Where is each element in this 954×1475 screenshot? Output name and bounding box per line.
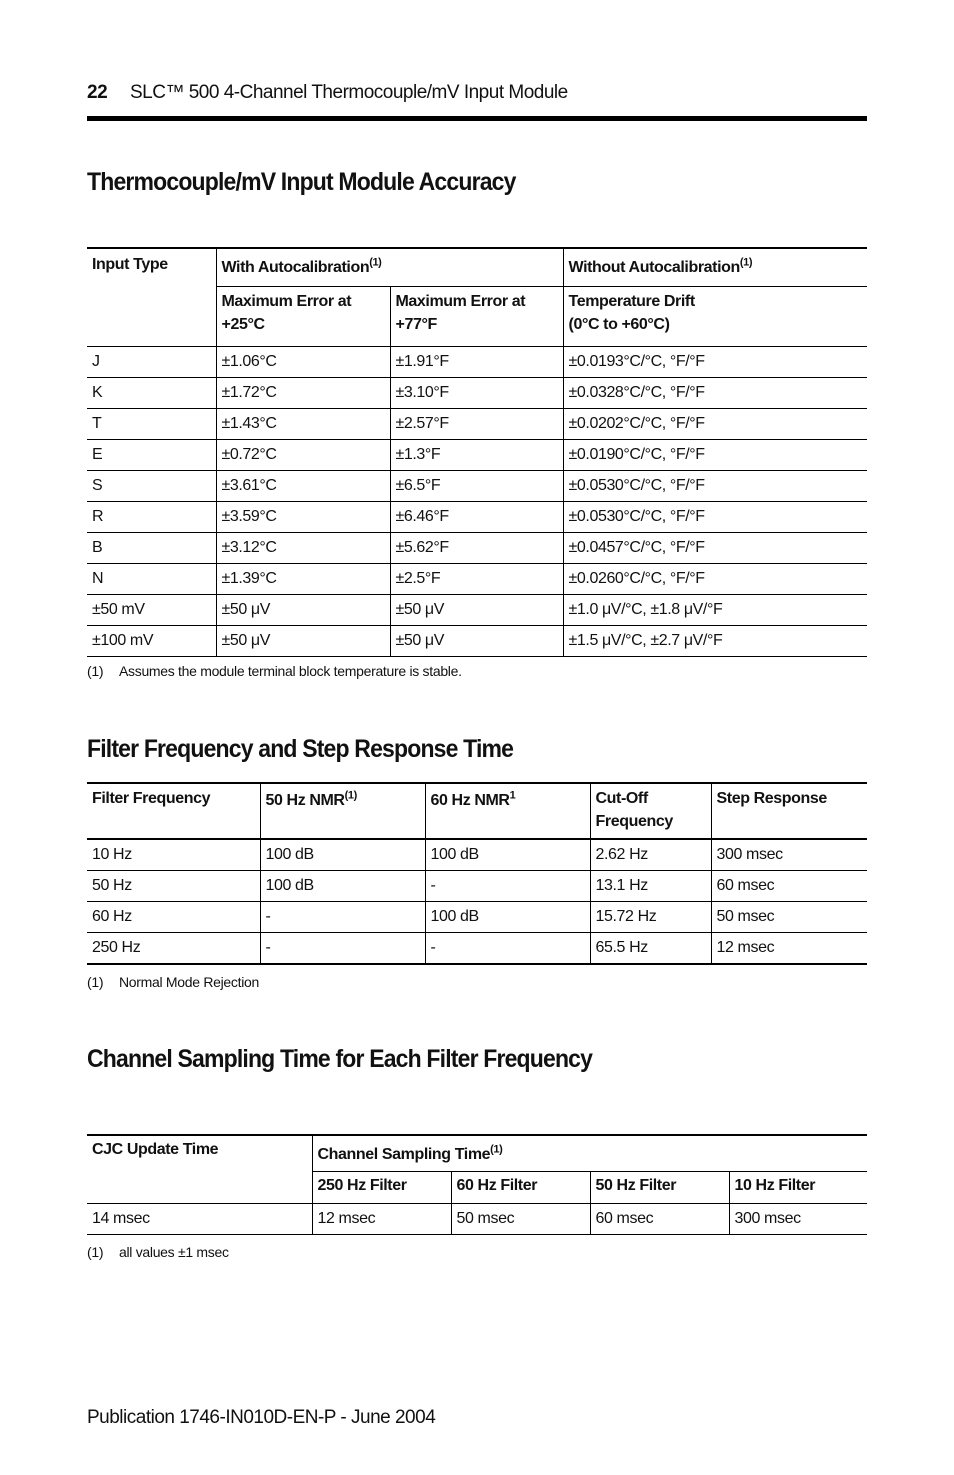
table-cell: ±0.0202°C/°C, °F/°F (563, 409, 867, 440)
table-cell: 13.1 Hz (590, 871, 711, 902)
table-cell: ±3.61°C (216, 471, 390, 502)
filter-section-title: Filter Frequency and Step Response Time (87, 735, 514, 763)
table-cell: T (92, 415, 102, 432)
header-temp-drift: Temperature Drift (0°C to +60°C) (563, 287, 867, 347)
header-channel-sampling-time: Channel Sampling Time$^{(1)}$ (312, 1135, 867, 1172)
table-cell: ±3.12°C (216, 533, 390, 564)
table-cell: 50 msec (711, 902, 867, 933)
header-max-error-25: Maximum Error at +25°C (216, 287, 390, 347)
table-cell: ±1.39°C (216, 564, 390, 595)
header-60hz-filter: 60 Hz Filter (451, 1172, 590, 1204)
header-rule (87, 116, 867, 121)
header-input-type: Input Type (92, 256, 168, 273)
table-cell: ±50 μV (390, 595, 563, 626)
table-cell: ±50 μV (390, 626, 563, 657)
table-cell: - (260, 933, 425, 965)
table-cell: ±50 mV (92, 601, 145, 618)
table-cell: 100 dB (425, 839, 590, 871)
table-row (87, 533, 867, 564)
table-cell: N (92, 570, 104, 587)
table-cell: E (92, 446, 103, 463)
header-50hz-filter: 50 Hz Filter (590, 1172, 729, 1204)
table-cell: ±1.5 μV/°C, ±2.7 μV/°F (563, 626, 867, 657)
table-cell: ±0.0260°C/°C, °F/°F (563, 564, 867, 595)
table-cell: ±5.62°F (390, 533, 563, 564)
filter-footnote: (1) Normal Mode Rejection (87, 974, 259, 990)
table-cell: 250 Hz (92, 939, 141, 956)
table-cell: ±1.43°C (216, 409, 390, 440)
table-cell: 2.62 Hz (590, 839, 711, 871)
table-cell: 100 dB (425, 902, 590, 933)
table-cell: 65.5 Hz (590, 933, 711, 965)
table-row (87, 1204, 867, 1235)
table-row (87, 839, 867, 871)
table-cell: ±0.72°C (216, 440, 390, 471)
table-row (87, 871, 867, 902)
table-cell: ±6.46°F (390, 502, 563, 533)
table-cell: 12 msec (711, 933, 867, 965)
table-cell: ±0.0457°C/°C, °F/°F (563, 533, 867, 564)
page-number: 22 (87, 82, 108, 103)
table-cell: K (92, 384, 103, 401)
table-cell: ±2.57°F (390, 409, 563, 440)
table-cell: 300 msec (729, 1204, 867, 1235)
table-row (87, 502, 867, 533)
table-cell: 14 msec (92, 1210, 150, 1227)
accuracy-section-title: Thermocouple/mV Input Module Accuracy (87, 168, 516, 196)
filter-table (87, 782, 867, 965)
table-row (87, 902, 867, 933)
table-row (87, 564, 867, 595)
header-with-autocal: With Autocalibration$^{(1)}$ (216, 248, 563, 287)
table-cell: R (92, 508, 104, 525)
table-cell: B (92, 539, 103, 556)
header-nmr-60: 60 Hz NMR$^1$ (425, 783, 590, 839)
table-cell: 100 dB (260, 839, 425, 871)
sampling-footnote: (1) all values ±1 msec (87, 1244, 229, 1260)
table-cell: ±3.59°C (216, 502, 390, 533)
accuracy-footnote: (1) Assumes the module terminal block temperature is stable. (87, 663, 462, 679)
running-title: SLC™ 500 4-Channel Thermocouple/mV Input Module (130, 82, 568, 103)
table-row (87, 347, 867, 378)
table-cell: ±0.0328°C/°C, °F/°F (563, 378, 867, 409)
table-cell: 50 msec (451, 1204, 590, 1235)
sampling-section-title: Channel Sampling Time for Each Filter Frequency (87, 1045, 593, 1073)
table-cell: 50 Hz (92, 877, 132, 894)
header-10hz-filter: 10 Hz Filter (729, 1172, 867, 1204)
table-cell: 60 msec (711, 871, 867, 902)
table-cell: ±3.10°F (390, 378, 563, 409)
table-cell: 60 msec (590, 1204, 729, 1235)
table-row (87, 933, 867, 965)
table-cell: ±1.06°C (216, 347, 390, 378)
publication-footer: Publication 1746-IN010D-EN-P - June 2004 (87, 1407, 436, 1428)
header-cjc-update-time: CJC Update Time (92, 1141, 219, 1158)
header-250hz-filter: 250 Hz Filter (312, 1172, 451, 1204)
header-step-response: Step Response (711, 783, 867, 839)
table-cell: ±6.5°F (390, 471, 563, 502)
table-cell: ±1.0 μV/°C, ±1.8 μV/°F (563, 595, 867, 626)
table-cell: ±0.0190°C/°C, °F/°F (563, 440, 867, 471)
table-cell: 15.72 Hz (590, 902, 711, 933)
table-cell: ±2.5°F (390, 564, 563, 595)
table-cell: ±1.72°C (216, 378, 390, 409)
table-cell: - (260, 902, 425, 933)
table-row (87, 471, 867, 502)
table-cell: ±0.0530°C/°C, °F/°F (563, 502, 867, 533)
table-cell: ±1.91°F (390, 347, 563, 378)
table-cell: ±50 μV (216, 595, 390, 626)
sampling-table (87, 1134, 867, 1235)
table-cell: J (92, 353, 100, 370)
header-max-error-77: Maximum Error at +77°F (390, 287, 563, 347)
table-row (87, 626, 867, 657)
header-cutoff-frequency: Cut-Off Frequency (590, 783, 711, 839)
table-cell: 12 msec (312, 1204, 451, 1235)
table-row (87, 595, 867, 626)
table-cell: 300 msec (711, 839, 867, 871)
table-cell: ±1.3°F (390, 440, 563, 471)
table-cell: ±50 μV (216, 626, 390, 657)
header-filter-frequency: Filter Frequency (92, 790, 211, 807)
table-cell: ±0.0193°C/°C, °F/°F (563, 347, 867, 378)
table-row (87, 440, 867, 471)
table-cell: - (425, 871, 590, 902)
table-cell: 10 Hz (92, 846, 132, 863)
header-without-autocal: Without Autocalibration$^{(1)}$ (563, 248, 867, 287)
accuracy-table (87, 247, 867, 657)
table-cell: 60 Hz (92, 908, 132, 925)
table-row (87, 409, 867, 440)
table-cell: - (425, 933, 590, 965)
table-cell: ±100 mV (92, 632, 154, 649)
header-nmr-50: 50 Hz NMR$^{(1)}$ (260, 783, 425, 839)
table-cell: ±0.0530°C/°C, °F/°F (563, 471, 867, 502)
table-row (87, 378, 867, 409)
table-cell: 100 dB (260, 871, 425, 902)
table-cell: S (92, 477, 103, 494)
